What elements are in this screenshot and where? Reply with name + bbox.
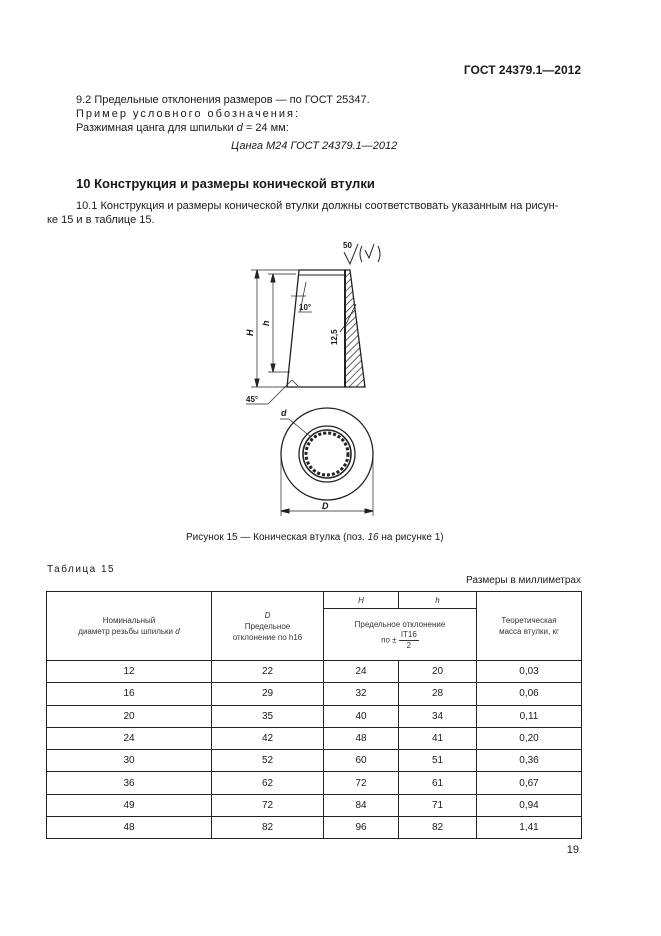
cell: 82 (212, 817, 324, 839)
paragraph-10-1-line1: 10.1 Конструкция и размеры конической втулки должны соответствовать указанным на рисун- (76, 200, 559, 212)
cell: 32 (324, 683, 399, 705)
arrow-D-right-icon (365, 509, 373, 513)
cell: 0,36 (477, 750, 582, 772)
table-row (47, 705, 582, 727)
cell: 51 (399, 750, 477, 772)
cell: 61 (399, 772, 477, 794)
outer-circle-D (281, 408, 373, 500)
cell: 72 (324, 772, 399, 794)
cell: 60 (324, 750, 399, 772)
roughness-wall-label: 12,5 (330, 329, 339, 345)
header-col1-line1: Номинальный (102, 616, 156, 625)
roughness-paren-right-icon (378, 246, 380, 262)
header-tolerance-line1: Предельное отклонение (354, 619, 446, 629)
example-var: d (236, 122, 243, 134)
header-col2-var: D (264, 610, 271, 620)
hatched-wall (345, 270, 365, 387)
cell: 62 (212, 772, 324, 794)
paragraph-9-2: 9.2 Предельные отклонения размеров — по ГОСТ 25347. (76, 94, 370, 106)
cell: 0,94 (477, 794, 582, 816)
cell: 48 (47, 817, 212, 839)
header-col1-line2: диаметр резьбы шпильки (78, 627, 174, 636)
example-text (76, 121, 289, 135)
table-row (47, 772, 582, 794)
cell: 22 (212, 661, 324, 683)
arrow-H-bottom-icon (255, 379, 259, 387)
cell: 71 (399, 794, 477, 816)
cell: 36 (47, 772, 212, 794)
roughness-check-small-icon (365, 244, 374, 258)
cell: 0,67 (477, 772, 582, 794)
table-row (47, 683, 582, 705)
header-mass (477, 592, 582, 661)
example-heading: Пример условного обозначения: (76, 108, 301, 120)
cell: 48 (324, 727, 399, 749)
leader-d (289, 419, 311, 437)
cell: 96 (324, 817, 399, 839)
cell: 30 (47, 750, 212, 772)
thread-circle (306, 433, 348, 475)
header-col5-line1: Теоретическая (501, 616, 557, 625)
cell: 16 (47, 683, 212, 705)
table-units: Размеры в миллиметрах (466, 575, 581, 586)
arrow-D-left-icon (281, 509, 289, 513)
cell: 41 (399, 727, 477, 749)
roughness-paren-left-icon (360, 246, 362, 262)
angle-45-ref (292, 380, 298, 386)
header-nominal-diameter (47, 592, 212, 661)
angle-45-leader (268, 380, 292, 404)
arrow-h-bottom-icon (271, 364, 275, 372)
header-col2-line1: Предельное (244, 621, 291, 631)
cell: 34 (399, 705, 477, 727)
designation-example: Цанга М24 ГОСТ 24379.1—2012 (231, 140, 398, 152)
header-tolerance (324, 609, 477, 661)
table-row (47, 794, 582, 816)
section-title: 10 Конструкция и размеры конической втулки (76, 176, 375, 191)
table-title: Таблица 15 (47, 564, 116, 575)
header-col5-line2: масса втулки, кг (499, 627, 559, 636)
table-row (47, 817, 582, 839)
cell: 40 (324, 705, 399, 727)
cell: 20 (399, 661, 477, 683)
table-row (47, 661, 582, 683)
dim-h-label: h (261, 320, 271, 326)
cell: 52 (212, 750, 324, 772)
cell: 28 (399, 683, 477, 705)
caption-before: Рисунок 15 — Коническая втулка (поз. (186, 532, 368, 543)
caption-after: на рисунке 1) (378, 532, 444, 543)
header-D (212, 592, 324, 661)
cell: 72 (212, 794, 324, 816)
arrow-H-top-icon (255, 270, 259, 278)
cell: 35 (212, 705, 324, 727)
paragraph-10-1-line2: ке 15 и в таблице 15. (47, 214, 155, 226)
header-col2-line2: отклонение по h16 (232, 632, 303, 642)
header-H: H (324, 592, 399, 609)
dim-d-label: d (281, 408, 287, 418)
table-row (47, 727, 582, 749)
header-col1-var: d (175, 627, 180, 636)
tolerance-fraction (399, 630, 419, 651)
dimensions-table (46, 591, 582, 839)
sleeve-section-outline (287, 270, 345, 387)
example-text-after: = 24 мм: (242, 122, 289, 134)
cell: 42 (212, 727, 324, 749)
cell: 49 (47, 794, 212, 816)
angle-45-label: 45° (246, 395, 259, 404)
cell: 20 (47, 705, 212, 727)
fraction-denominator: 2 (406, 640, 412, 650)
cell: 12 (47, 661, 212, 683)
cell: 0,20 (477, 727, 582, 749)
cell: 0,03 (477, 661, 582, 683)
header-tolerance-prefix: по ± (381, 635, 397, 645)
cell: 29 (212, 683, 324, 705)
cell: 0,06 (477, 683, 582, 705)
cell: 24 (324, 661, 399, 683)
conical-sleeve-drawing (230, 232, 400, 522)
inner-circle-d (303, 430, 351, 478)
example-text-before: Разжимная цанга для шпильки (76, 122, 237, 134)
table-row (47, 750, 582, 772)
arrow-h-top-icon (271, 274, 275, 282)
fraction-numerator: IT16 (400, 629, 417, 639)
cell: 1,41 (477, 817, 582, 839)
dim-H-label: H (245, 329, 255, 336)
angle-10-label: 10° (299, 303, 312, 312)
cell: 84 (324, 794, 399, 816)
roughness-value-top: 50 (343, 241, 352, 250)
cell: 24 (47, 727, 212, 749)
cell: 82 (399, 817, 477, 839)
cell: 0,11 (477, 705, 582, 727)
standard-code: ГОСТ 24379.1—2012 (463, 63, 581, 77)
figure-caption (186, 532, 444, 543)
dim-D-label: D (322, 501, 329, 511)
header-h: h (399, 592, 477, 609)
caption-pos: 16 (367, 532, 379, 543)
page-number: 19 (566, 844, 579, 856)
